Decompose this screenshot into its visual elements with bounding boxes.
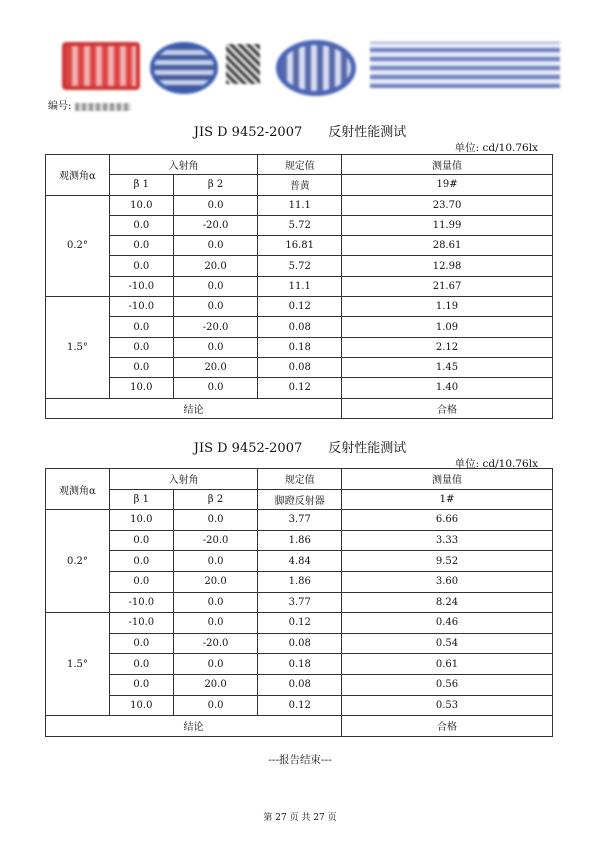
beta2-cell: -20.0 <box>173 633 258 654</box>
table-row <box>46 654 553 675</box>
measured-value-cell: 0.46 <box>342 613 553 634</box>
measured-value-header: 测量值 <box>342 155 553 175</box>
table-row <box>46 551 553 572</box>
beta2-cell: 0.0 <box>173 510 258 531</box>
measured-value-cell: 0.53 <box>342 695 553 716</box>
table-row <box>46 256 553 276</box>
beta1-cell: 0.0 <box>109 530 173 551</box>
specified-value-cell: 0.12 <box>258 695 342 716</box>
measured-value-cell: 6.66 <box>342 510 553 531</box>
table-row <box>46 317 553 337</box>
measured-value-cell: 2.12 <box>342 337 553 357</box>
entrance-angle-header: 入射角 <box>109 155 258 175</box>
conclusion-row <box>46 716 553 737</box>
beta1-cell: 0.0 <box>109 317 173 337</box>
table-row <box>46 530 553 551</box>
measured-value-cell: 0.54 <box>342 633 553 654</box>
measured-value-cell: 1.45 <box>342 357 553 377</box>
measured-value-cell: 9.52 <box>342 551 553 572</box>
beta1-header: β 1 <box>109 489 173 510</box>
table-row <box>46 695 553 716</box>
subheader-row <box>46 489 553 510</box>
table-row <box>46 215 553 235</box>
beta2-cell: 20.0 <box>173 674 258 695</box>
measured-value-cell: 21.67 <box>342 276 553 296</box>
conclusion-label: 结论 <box>46 716 342 737</box>
specified-value-header: 规定值 <box>258 155 342 175</box>
measured-value-cell: 3.33 <box>342 530 553 551</box>
beta1-cell: 0.0 <box>109 236 173 256</box>
test-table <box>45 468 553 737</box>
table-row <box>46 337 553 357</box>
beta1-cell: -10.0 <box>109 592 173 613</box>
table-row <box>46 633 553 654</box>
report-number-label: 编号: <box>48 101 72 112</box>
conclusion-value: 合格 <box>342 398 553 418</box>
measured-value-cell: 11.99 <box>342 215 553 235</box>
beta1-cell: -10.0 <box>109 276 173 296</box>
beta1-cell: 10.0 <box>109 695 173 716</box>
beta2-cell: 0.0 <box>173 378 258 398</box>
beta2-cell: 0.0 <box>173 551 258 572</box>
beta2-cell: 0.0 <box>173 654 258 675</box>
accreditation-logo <box>276 40 356 96</box>
table-row <box>46 236 553 256</box>
cma-logo <box>62 42 140 90</box>
sample-id: 1# <box>342 489 553 510</box>
beta2-cell: 20.0 <box>173 571 258 592</box>
specified-value-cell: 0.12 <box>258 378 342 398</box>
table-row <box>46 613 553 634</box>
measured-value-cell: 1.40 <box>342 378 553 398</box>
specified-value-cell: 5.72 <box>258 215 342 235</box>
observation-angle-cell: 0.2° <box>46 195 110 296</box>
observation-angle-cell: 1.5° <box>46 297 110 398</box>
beta1-cell: 0.0 <box>109 654 173 675</box>
beta1-cell: 0.0 <box>109 256 173 276</box>
section-title <box>0 437 600 456</box>
beta1-cell: 0.0 <box>109 551 173 572</box>
conclusion-label: 结论 <box>46 398 342 418</box>
header-row <box>46 155 553 175</box>
specified-value-cell: 0.08 <box>258 357 342 377</box>
section-title <box>0 121 600 140</box>
beta2-cell: 0.0 <box>173 592 258 613</box>
test-table <box>45 154 553 419</box>
table-row <box>46 276 553 296</box>
beta2-cell: 0.0 <box>173 236 258 256</box>
beta1-cell: 0.0 <box>109 215 173 235</box>
qr-code-image <box>226 44 260 84</box>
unit-label: 单位: cd/10.76lx <box>454 458 538 470</box>
measured-value-cell: 3.60 <box>342 571 553 592</box>
conclusion-value: 合格 <box>342 716 553 737</box>
sample-type: 普黄 <box>258 175 342 195</box>
beta1-cell: 0.0 <box>109 633 173 654</box>
specified-value-cell: 3.77 <box>258 510 342 531</box>
test-name: 反射性能测试 <box>328 125 407 140</box>
beta2-cell: 0.0 <box>173 695 258 716</box>
beta2-cell: 20.0 <box>173 357 258 377</box>
observation-angle-cell: 1.5° <box>46 613 110 716</box>
beta2-cell: 0.0 <box>173 195 258 215</box>
beta2-cell: -20.0 <box>173 530 258 551</box>
observation-angle-header: 观测角α <box>46 469 110 510</box>
measured-value-cell: 8.24 <box>342 592 553 613</box>
specified-value-cell: 0.12 <box>258 613 342 634</box>
specified-value-cell: 0.18 <box>258 654 342 675</box>
header-logos <box>50 36 560 92</box>
table-row <box>46 592 553 613</box>
table-row <box>46 510 553 531</box>
measured-value-cell: 23.70 <box>342 195 553 215</box>
measured-value-header: 测量值 <box>342 469 553 490</box>
beta1-cell: 0.0 <box>109 337 173 357</box>
beta2-cell: -20.0 <box>173 317 258 337</box>
specified-value-cell: 4.84 <box>258 551 342 572</box>
measured-value-cell: 1.19 <box>342 297 553 317</box>
measured-value-cell: 0.56 <box>342 674 553 695</box>
unit-label: 单位: cd/10.76lx <box>454 142 538 154</box>
specified-value-cell: 1.86 <box>258 530 342 551</box>
beta1-cell: 0.0 <box>109 357 173 377</box>
beta1-cell: -10.0 <box>109 297 173 317</box>
report-number-value-blurred <box>75 103 131 111</box>
measured-value-cell: 0.61 <box>342 654 553 675</box>
observation-angle-header: 观测角α <box>46 155 110 196</box>
specified-value-cell: 11.1 <box>258 276 342 296</box>
table-row <box>46 297 553 317</box>
beta2-cell: 0.0 <box>173 337 258 357</box>
beta1-cell: 10.0 <box>109 195 173 215</box>
measured-value-cell: 28.61 <box>342 236 553 256</box>
specified-value-header: 规定值 <box>258 469 342 490</box>
measured-value-cell: 12.98 <box>342 256 553 276</box>
specified-value-cell: 0.08 <box>258 633 342 654</box>
beta2-header: β 2 <box>173 489 258 510</box>
sample-id: 19# <box>342 175 553 195</box>
specified-value-cell: 1.86 <box>258 571 342 592</box>
test-name: 反射性能测试 <box>328 441 407 456</box>
beta2-cell: 0.0 <box>173 613 258 634</box>
specified-value-cell: 0.18 <box>258 337 342 357</box>
standard-code: JIS D 9452-2007 <box>193 125 303 140</box>
beta1-header: β 1 <box>109 175 173 195</box>
report-number <box>48 97 131 112</box>
beta1-cell: 10.0 <box>109 510 173 531</box>
sample-type: 脚蹬反射器 <box>258 489 342 510</box>
table-row <box>46 357 553 377</box>
beta1-cell: 0.0 <box>109 674 173 695</box>
table-row <box>46 571 553 592</box>
specified-value-cell: 0.12 <box>258 297 342 317</box>
organization-name-blurred <box>370 42 560 88</box>
beta1-cell: -10.0 <box>109 613 173 634</box>
beta1-cell: 10.0 <box>109 378 173 398</box>
specified-value-cell: 0.08 <box>258 674 342 695</box>
beta2-cell: 0.0 <box>173 297 258 317</box>
beta2-cell: 0.0 <box>173 276 258 296</box>
specified-value-cell: 3.77 <box>258 592 342 613</box>
specified-value-cell: 16.81 <box>258 236 342 256</box>
table-row <box>46 195 553 215</box>
specified-value-cell: 0.08 <box>258 317 342 337</box>
entrance-angle-header: 入射角 <box>109 469 258 490</box>
cnas-logo <box>150 42 218 94</box>
beta2-cell: -20.0 <box>173 215 258 235</box>
beta2-cell: 20.0 <box>173 256 258 276</box>
table-row <box>46 378 553 398</box>
specified-value-cell: 11.1 <box>258 195 342 215</box>
beta1-cell: 0.0 <box>109 571 173 592</box>
measured-value-cell: 1.09 <box>342 317 553 337</box>
conclusion-row <box>46 398 553 418</box>
observation-angle-cell: 0.2° <box>46 510 110 613</box>
specified-value-cell: 5.72 <box>258 256 342 276</box>
subheader-row <box>46 175 553 195</box>
beta2-header: β 2 <box>173 175 258 195</box>
page-number: 第 27 页 共 27 页 <box>263 813 337 823</box>
table-row <box>46 674 553 695</box>
report-end: ---报告结束--- <box>268 754 332 766</box>
standard-code: JIS D 9452-2007 <box>193 441 303 456</box>
header-row <box>46 469 553 490</box>
